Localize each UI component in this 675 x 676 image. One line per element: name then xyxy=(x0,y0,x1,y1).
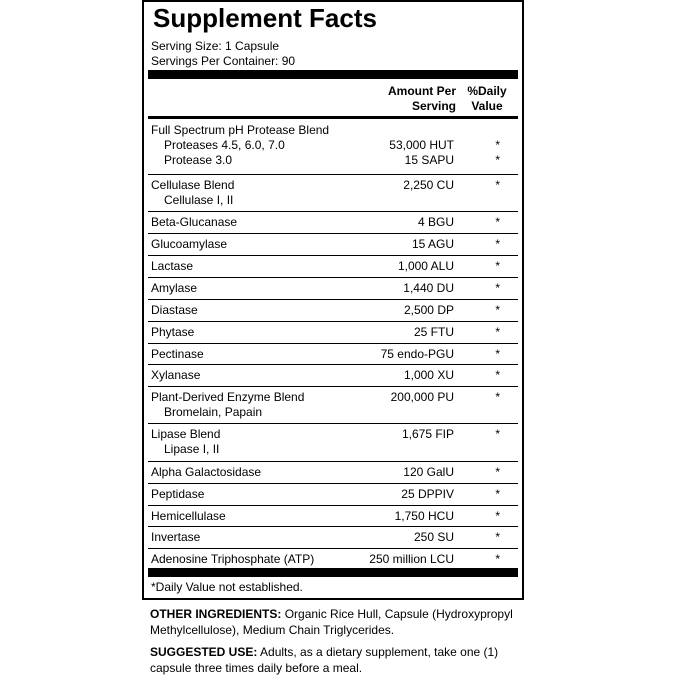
nutrient-row xyxy=(148,256,518,278)
nutrient-name: Diastase xyxy=(151,303,198,317)
nutrient-name: Cellulase Blend xyxy=(151,178,235,192)
suggested-use xyxy=(150,644,540,676)
nutrient-row xyxy=(148,300,518,322)
daily-value-header xyxy=(460,84,514,114)
nutrient-row xyxy=(148,344,518,365)
nutrient-amount: 1,675 FIP xyxy=(401,427,454,441)
servings-per-container: Servings Per Container: 90 xyxy=(151,54,296,68)
nutrient-daily-value: * xyxy=(495,237,500,251)
amount-header-line2: Serving xyxy=(411,99,456,113)
nutrient-name: Phytase xyxy=(151,325,195,339)
nutrient-daily-value: * xyxy=(495,281,500,295)
nutrient-name: Plant-Derived Enzyme Blend xyxy=(151,390,305,404)
header-divider xyxy=(148,116,518,119)
dv-header-line1: %Daily xyxy=(467,84,507,98)
nutrient-row xyxy=(148,424,518,462)
nutrient-daily-value: * xyxy=(495,390,500,404)
nutrient-amount: 25 FTU xyxy=(413,325,454,339)
nutrient-name: Hemicellulase xyxy=(151,509,226,523)
nutrient-amount: 53,000 HUT xyxy=(389,138,454,152)
nutrient-amount: 4 BGU xyxy=(417,215,454,229)
nutrient-name: Alpha Galactosidase xyxy=(151,465,262,479)
nutrient-amount: 25 DPPIV xyxy=(401,487,454,501)
nutrient-row xyxy=(148,506,518,527)
suggested-use-label: SUGGESTED USE: xyxy=(150,645,258,659)
nutrient-daily-value: * xyxy=(495,552,500,566)
nutrient-daily-value: * xyxy=(495,259,500,273)
nutrient-row xyxy=(148,278,518,300)
nutrient-amount: 1,000 ALU xyxy=(397,259,454,273)
nutrient-amount: 75 endo-PGU xyxy=(380,347,454,361)
nutrient-row xyxy=(148,175,518,212)
nutrient-row xyxy=(148,365,518,387)
nutrient-sub-name: Lipase I, II xyxy=(164,442,220,456)
nutrient-name: Peptidase xyxy=(151,487,205,501)
nutrient-name: Beta-Glucanase xyxy=(151,215,238,229)
bottom-divider-bar xyxy=(148,568,518,577)
nutrient-name: Invertase xyxy=(151,530,201,544)
nutrient-amount: 15 SAPU xyxy=(404,153,454,167)
suggested-use-text: Adults, as a dietary supplement, take one (1) capsule three times daily before a meal. xyxy=(150,645,499,675)
nutrient-amount: 15 AGU xyxy=(411,237,454,251)
nutrient-amount: 120 GalU xyxy=(403,465,454,479)
nutrient-amount: 250 million LCU xyxy=(369,552,454,566)
nutrient-daily-value: * xyxy=(495,215,500,229)
nutrient-row xyxy=(148,120,518,175)
nutrient-name: Lactase xyxy=(151,259,194,273)
other-ingredients-text: Organic Rice Hull, Capsule (Hydroxypropyl Methylcellulose), Medium Chain Triglycerides. xyxy=(150,607,513,637)
nutrient-amount: 200,000 PU xyxy=(390,390,454,404)
nutrient-sub-name: Proteases 4.5, 6.0, 7.0 xyxy=(164,138,285,152)
panel-title: Supplement Facts xyxy=(153,3,377,33)
nutrient-rows xyxy=(148,120,518,570)
supplement-facts-panel xyxy=(142,0,524,600)
nutrient-daily-value: * xyxy=(495,325,500,339)
nutrient-row xyxy=(148,322,518,344)
other-ingredients-label: OTHER INGREDIENTS: xyxy=(150,607,282,621)
serving-size: Serving Size: 1 Capsule xyxy=(151,39,280,53)
nutrient-amount: 250 SU xyxy=(413,530,454,544)
nutrient-daily-value: * xyxy=(495,465,500,479)
nutrient-name: Lipase Blend xyxy=(151,427,221,441)
nutrient-sub-name: Bromelain, Papain xyxy=(164,405,263,419)
nutrient-row xyxy=(148,234,518,256)
nutrient-name: Adenosine Triphosphate (ATP) xyxy=(151,552,315,566)
nutrient-daily-value: * xyxy=(495,138,500,152)
nutrient-amount: 1,750 HCU xyxy=(394,509,454,523)
nutrient-daily-value: * xyxy=(495,427,500,441)
nutrient-daily-value: * xyxy=(495,178,500,192)
nutrient-name: Xylanase xyxy=(151,368,201,382)
amount-header-line1: Amount Per xyxy=(387,84,456,98)
nutrient-daily-value: * xyxy=(495,368,500,382)
top-divider-bar xyxy=(148,70,518,79)
nutrient-row xyxy=(148,212,518,234)
nutrient-amount: 1,000 XU xyxy=(403,368,454,382)
dv-header-line2: Value xyxy=(471,99,503,113)
nutrient-name: Full Spectrum pH Protease Blend xyxy=(151,123,330,137)
nutrient-daily-value: * xyxy=(495,153,500,167)
nutrient-daily-value: * xyxy=(495,509,500,523)
nutrient-sub-name: Protease 3.0 xyxy=(164,153,233,167)
nutrient-row xyxy=(148,387,518,424)
amount-per-serving-header xyxy=(356,84,456,114)
nutrient-name: Glucoamylase xyxy=(151,237,228,251)
daily-value-footnote: *Daily Value not established. xyxy=(151,580,303,594)
nutrient-amount: 1,440 DU xyxy=(403,281,454,295)
nutrient-sub-name: Cellulase I, II xyxy=(164,193,234,207)
nutrient-daily-value: * xyxy=(495,347,500,361)
nutrient-amount: 2,250 CU xyxy=(403,178,454,192)
nutrient-row xyxy=(148,484,518,506)
nutrient-row xyxy=(148,527,518,549)
nutrient-daily-value: * xyxy=(495,487,500,501)
nutrient-name: Amylase xyxy=(151,281,198,295)
nutrient-name: Pectinase xyxy=(151,347,204,361)
nutrient-row xyxy=(148,549,518,570)
nutrient-daily-value: * xyxy=(495,303,500,317)
other-ingredients xyxy=(150,606,540,638)
nutrient-amount: 2,500 DP xyxy=(403,303,454,317)
nutrient-row xyxy=(148,462,518,484)
nutrient-daily-value: * xyxy=(495,530,500,544)
